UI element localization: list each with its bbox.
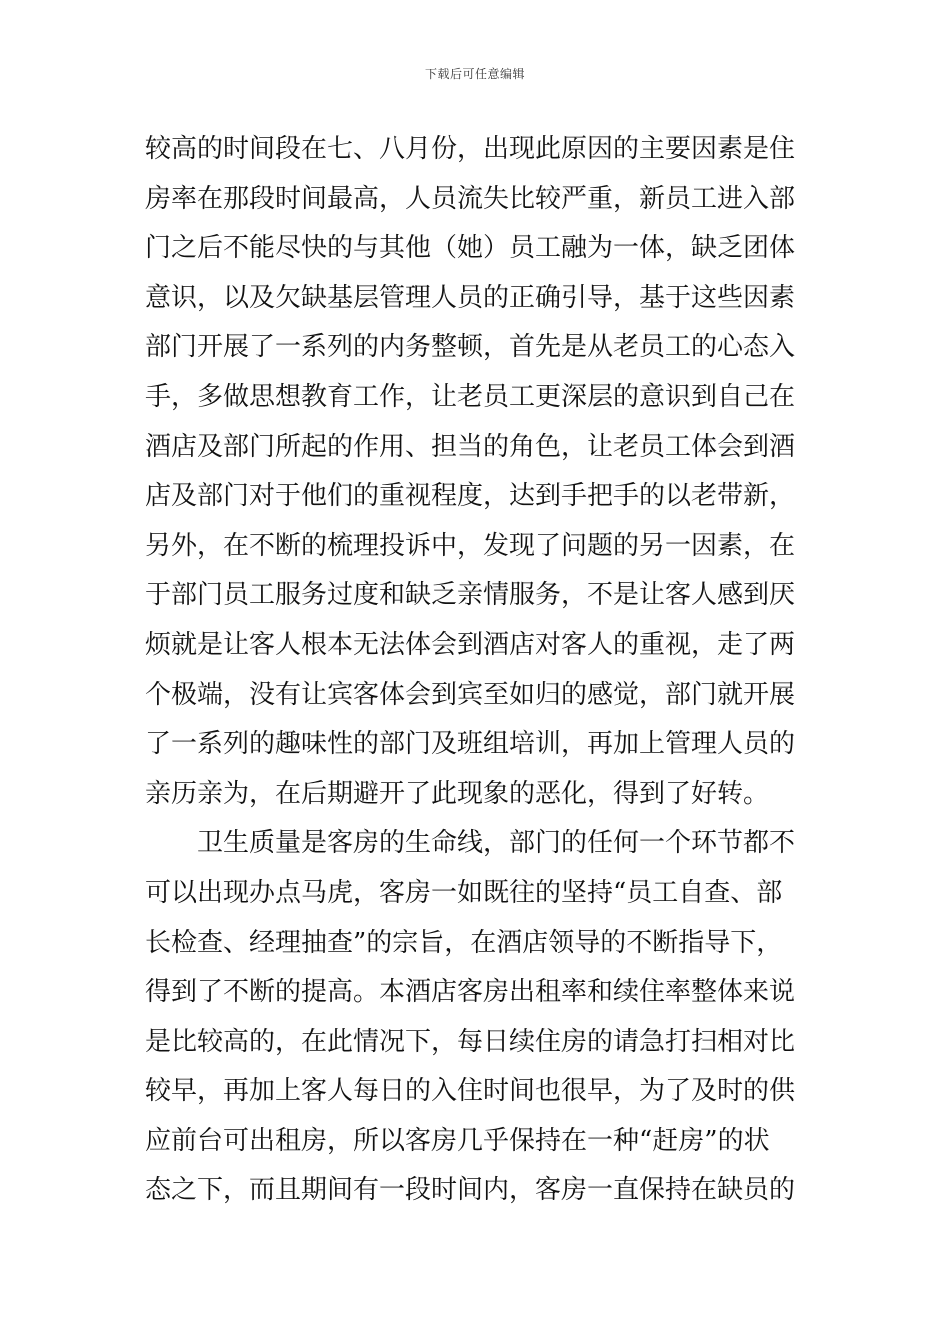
text-line: 门之后不能尽快的与其他（她）员工融为一体，缺乏团体 [145,233,796,264]
text-line: 卫生质量是客房的生命线，部门的任何一个环节都不 [197,828,796,859]
text-line: 于部门员工服务过度和缺乏亲情服务，不是让客人感到厌 [145,580,796,611]
text-line: 了一系列的趣味性的部门及班组培训，再加上管理人员的 [145,729,796,760]
text-line: 亲历亲为，在后期避开了此现象的恶化，得到了好转。 [145,778,770,809]
text-line: 是比较高的，在此情况下，每日续住房的请急打扫相对比 [145,1026,796,1057]
text-line: 态之下，而且期间有一段时间内，客房一直保持在缺员的 [145,1175,796,1206]
page-header: 下载后可任意编辑 [424,67,525,81]
text-line: 酒店及部门所起的作用、担当的角色，让老员工体会到酒 [145,431,796,462]
text-line: 长检查、经理抽查”的宗旨，在酒店领导的不断指导下， [145,927,783,958]
text-line: 较高的时间段在七、八月份，出现此原因的主要因素是住 [145,134,796,164]
text-line: 部门开展了一系列的内务整顿，首先是从老员工的心态入 [145,332,796,363]
text-line: 个极端，没有让宾客体会到宾至如归的感觉，部门就开展 [145,679,796,710]
text-line: 另外，在不断的梳理投诉中，发现了问题的另一因素，在 [145,530,796,561]
text-line: 房率在那段时间最高，人员流失比较严重，新员工进入部 [145,183,796,214]
text-line: 烦就是让客人根本无法体会到酒店对客人的重视，走了两 [145,629,796,660]
text-line: 意识，以及欠缺基层管理人员的正确引导，基于这些因素 [145,282,796,313]
text-line: 应前台可出租房，所以客房几乎保持在一种“赶房”的状 [145,1125,770,1156]
paragraph-1 [145,125,810,819]
text-line: 较早，再加上客人每日的入住时间也很早，为了及时的供 [145,1076,796,1107]
text-line: 得到了不断的提高。本酒店客房出租率和续住率整体来说 [145,977,796,1008]
paragraph-2 [145,819,810,1216]
document-body [145,125,810,1216]
text-line: 可以出现办点马虎，客房一如既往的坚持“员工自查、部 [145,877,783,908]
text-line: 店及部门对于他们的重视程度，达到手把手的以老带新， [145,481,796,512]
text-line: 手，多做思想教育工作，让老员工更深层的意识到自己在 [145,381,796,412]
